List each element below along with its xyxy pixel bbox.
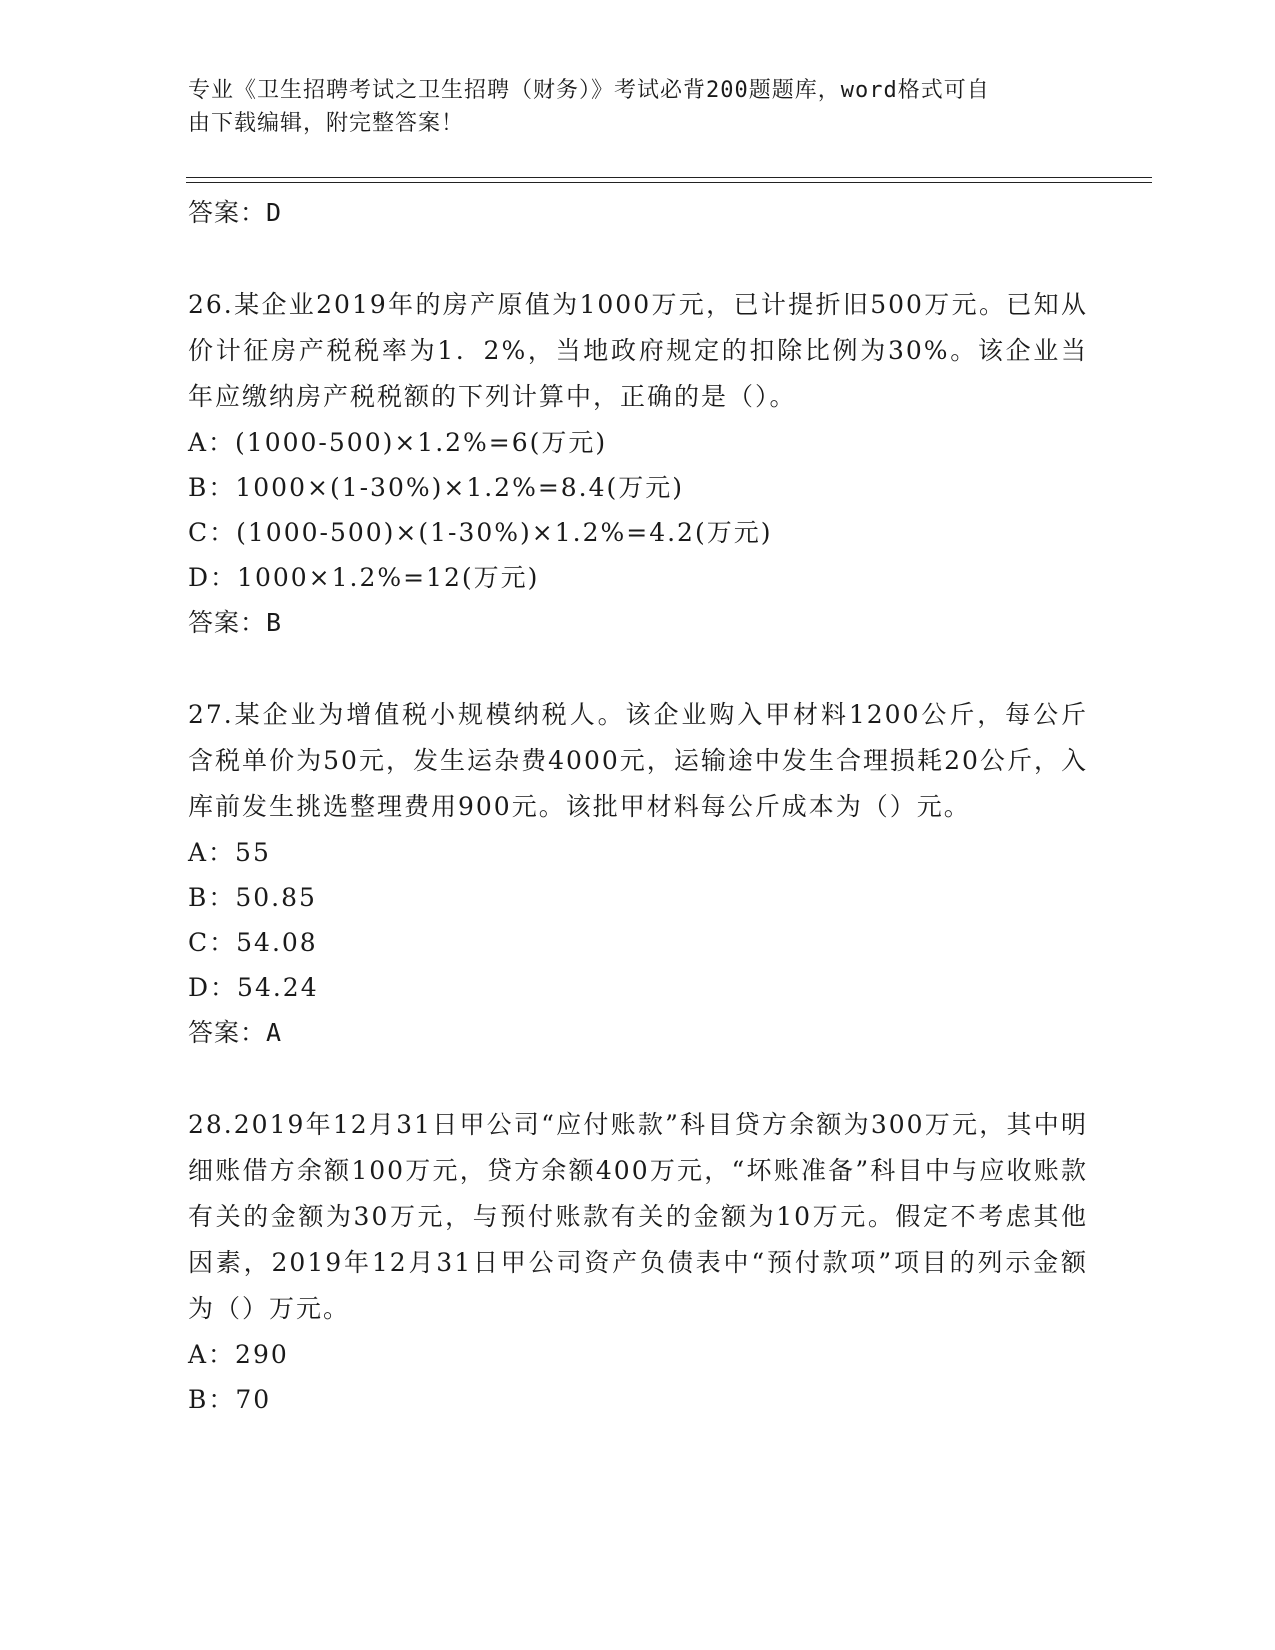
- header-rule-bottom: [186, 182, 1152, 183]
- option-b: B：70: [188, 1385, 272, 1414]
- header-line-2: 由下载编辑，附完整答案！: [188, 111, 465, 136]
- spacer: [188, 1056, 1088, 1102]
- question-stem: 27.某企业为增值税小规模纳税人。该企业购入甲材料1200公斤，每公斤含税单价为50元，发生运杂费4000元，运输途中发生合理损耗20公斤，入库前发生挑选整理费用900元。该批甲材料每公斤成本为（）元。: [188, 700, 1088, 821]
- option-d: D：1000×1.2%=12(万元): [188, 563, 540, 592]
- question-stem: 26.某企业2019年的房产原值为1000万元，已计提折旧500万元。已知从价计征房产税税率为1．2%，当地政府规定的扣除比例为30%。该企业当年应缴纳房产税税额的下列计算中，正确的是（）。: [188, 290, 1088, 411]
- question-block: [188, 692, 1088, 1056]
- question-list: [188, 190, 1088, 1422]
- option-b: B：1000×(1-30%)×1.2%=8.4(万元): [188, 473, 685, 502]
- spacer: [188, 646, 1088, 692]
- option-c: C：54.08: [188, 928, 318, 957]
- answer-line: 答案：D: [188, 198, 283, 227]
- option-a: A：55: [188, 838, 271, 867]
- answer-line: 答案：B: [188, 608, 283, 637]
- question-block: [188, 1102, 1088, 1422]
- option-d: D：54.24: [188, 973, 319, 1002]
- header-line-1: 专业《卫生招聘考试之卫生招聘（财务）》考试必背200题题库，word格式可自: [188, 78, 990, 103]
- header-rule-top: [186, 177, 1152, 178]
- option-c: C：(1000-500)×(1-30%)×1.2%=4.2(万元): [188, 518, 773, 547]
- option-b: B：50.85: [188, 883, 317, 912]
- spacer: [188, 236, 1088, 282]
- answer-line: 答案：A: [188, 1018, 283, 1047]
- question-block: [188, 282, 1088, 646]
- option-a: A：(1000-500)×1.2%=6(万元): [188, 428, 608, 457]
- page-header: [188, 74, 1088, 140]
- option-a: A：290: [188, 1340, 289, 1369]
- question-stem: 28.2019年12月31日甲公司“应付账款”科目贷方余额为300万元，其中明细账借方余额100万元，贷方余额400万元，“坏账准备”科目中与应收账款有关的金额为30万元，与预付账款有关的金额为10万元。假定不考虑其他因素，2019年12月31日甲公司资产负债表中“预付款项”项目的列示金额为（）万元。: [188, 1110, 1088, 1323]
